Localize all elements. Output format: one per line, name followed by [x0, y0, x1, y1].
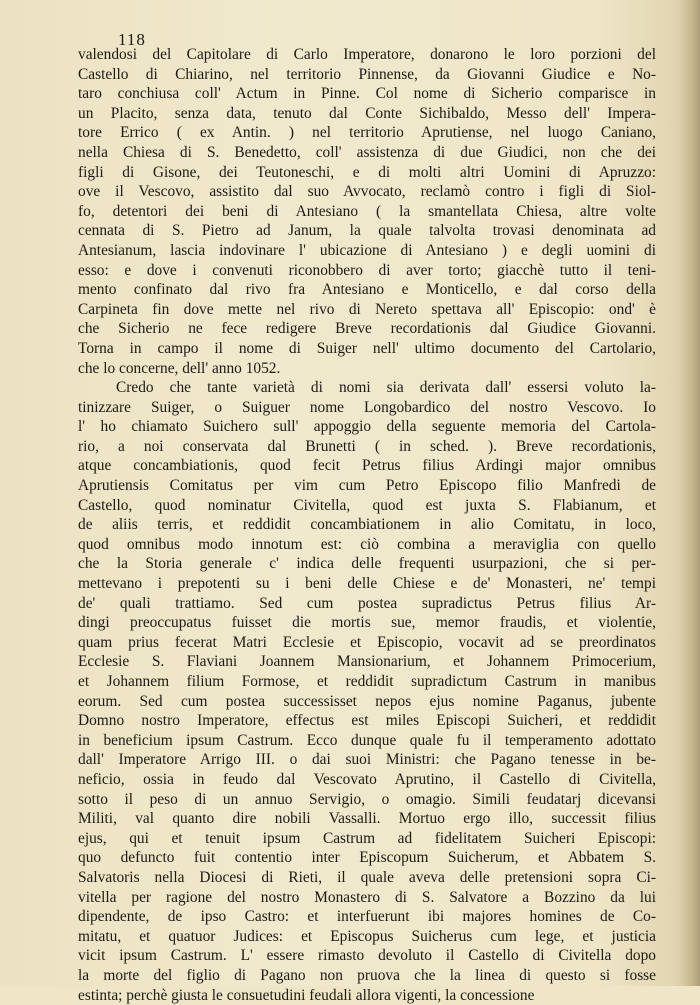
text-line: che la Storia generale c' indica delle frequenti usurpazioni, che si per- [78, 554, 656, 574]
page-edge-shadow [678, 0, 700, 986]
text-line: atque concambiationis, quod fecit Petrus filius Ardingi major omnibus [78, 456, 656, 476]
text-line: quod omnibus modo innotum est: ciò combina a meraviglia con quello [78, 535, 656, 555]
text-line: sotto il peso di un annuo Servigio, o omagio. Simili feudatarj dicevansi [78, 790, 656, 810]
text-line: l' ho chiamato Suichero sull' appoggio della seguente memoria del Cartola- [78, 417, 656, 437]
text-line: vicit ipsum Castrum. L' essere rimasto devoluto il Castello di Civitella dopo [78, 946, 656, 966]
text-line: ejus, qui et tenuit ipsum Castrum ad fidelitatem Suicheri Episcopi: [78, 829, 656, 849]
text-line: dall' Imperatore Arrigo III. o dai suoi Ministri: che Pagano tenesse in be- [78, 750, 656, 770]
text-line: rio, a noi conservata dal Brunetti ( in sched. ). Breve recordationis, [78, 437, 656, 457]
text-line: Castello, quod nominatur Civitella, quod est juxta S. Flabianum, et [78, 496, 656, 516]
text-line: Credo che tante varietà di nomi sia derivata dall' essersi voluto la- [78, 378, 656, 398]
text-line: fo, detentori dei beni di Antesiano ( la smantellata Chiesa, altre volte [78, 202, 656, 222]
text-line: quo defuncto fuit contentio inter Episcopum Suicherum, et Abbatem S. [78, 848, 656, 868]
text-line: estinta; perchè giusta le consuetudini feudali allora vigenti, la concessione [78, 986, 656, 1005]
paragraph [78, 378, 656, 1005]
text-line: cennata di S. Pietro ad Janum, la quale talvolta trovasi denominata ad [78, 221, 656, 241]
text-line: neficio, ossia in feudo dal Vescovato Aprutino, il Castello di Civitella, [78, 770, 656, 790]
text-line: Ecclesie S. Flaviani Joannem Mansionarium, et Johannem Primocerium, [78, 652, 656, 672]
text-line: Salvatoris nella Diocesi di Rieti, il quale aveva delle pretensioni sopra Ci- [78, 868, 656, 888]
text-line: ove il Vescovo, assistito dal suo Avvocato, reclamò contro i figli di Siol- [78, 182, 656, 202]
text-line: figli di Gisone, dei Teutoneschi, e di molti altri Uomini di Apruzzo: [78, 163, 656, 183]
text-line: Militi, val quanto dire nobili Vassalli. Mortuo ergo illo, successit filius [78, 809, 656, 829]
text-line: in beneficium ipsum Castrum. Ecco dunque quale fu il temperamento adottato [78, 731, 656, 751]
text-line: vitella per ragione del nostro Monastero di S. Salvatore a Bozzino da lui [78, 888, 656, 908]
text-line: mento confinato dal rivo fra Antesiano e Monticello, e dal corso della [78, 280, 656, 300]
text-line: mettevano i prepotenti su i beni delle Chiese e de' Monasteri, ne' tempi [78, 574, 656, 594]
text-line: dingi preoccupatus fuisset die mortis sue, memor fraudis, et violentie, [78, 613, 656, 633]
text-line: nella Chiesa di S. Benedetto, coll' assistenza di due Giudici, non che dei [78, 143, 656, 163]
page-number: 118 [118, 30, 146, 50]
text-line: Torna in campo il nome di Suiger nell' ultimo documento del Cartolario, [78, 339, 656, 359]
text-line: de' quali trattiamo. Sed cum postea supradictus Petrus filius Ar- [78, 594, 656, 614]
text-line: esso: e dove i convenuti riconobbero di aver torto; giacchè tutto il teni- [78, 261, 656, 281]
text-line: mitatu, et quatuor Judices: et Episcopus Suicherus cum lege, et justicia [78, 927, 656, 947]
text-line: et Johannem filium Formose, et reddidit supradictum Castrum in manibus [78, 672, 656, 692]
text-line: che lo concerne, dell' anno 1052. [78, 359, 656, 379]
text-line: valendosi del Capitolare di Carlo Imperatore, donarono le loro porzioni del [78, 45, 656, 65]
text-line: Domno nostro Imperatore, effectus est miles Episcopi Suicheri, et reddidit [78, 711, 656, 731]
text-line: Castello di Chiarino, nel territorio Pinnense, da Giovanni Giudice e No- [78, 65, 656, 85]
text-line: de aliis terris, et reddidit concambiationem in alio Comitatu, in loco, [78, 515, 656, 535]
text-line: dipendente, de ipso Castro: et interfuerunt ibi majores homines de Co- [78, 907, 656, 927]
text-line: quam prius fecerat Matri Ecclesie et Episcopio, vocavit ad se preordinatos [78, 633, 656, 653]
text-line: taro conchiusa coll' Actum in Pinne. Col nome di Sicherio comparisce in [78, 84, 656, 104]
body-text [78, 45, 656, 1005]
text-line: che Sicherio ne fece redigere Breve recordationis dal Giudice Giovanni. [78, 319, 656, 339]
text-line: tinizzare Suiger, o Suiguer nome Longobardico del nostro Vescovo. Io [78, 398, 656, 418]
text-line: Aprutiensis Comitatus per vim cum Petro Episcopo filio Manfredi de [78, 476, 656, 496]
text-line: eorum. Sed cum postea successisset nepos ejus nomine Paganus, jubente [78, 692, 656, 712]
text-line: tore Errico ( ex Antin. ) nel territorio Aprutiense, nel luogo Caniano, [78, 123, 656, 143]
text-line: Carpineta fin dove mette nel rivo di Nereto spettava all' Episcopio: ond' è [78, 300, 656, 320]
text-line: un Placito, senza data, tenuto dal Conte Sichibaldo, Messo dell' Impera- [78, 104, 656, 124]
text-line: Antesianum, lascia indovinare l' ubicazione di Antesiano ) e degli uomini di [78, 241, 656, 261]
text-line: la morte del figlio di Pagano non pruova che la linea di questo si fosse [78, 966, 656, 986]
paragraph [78, 45, 656, 378]
